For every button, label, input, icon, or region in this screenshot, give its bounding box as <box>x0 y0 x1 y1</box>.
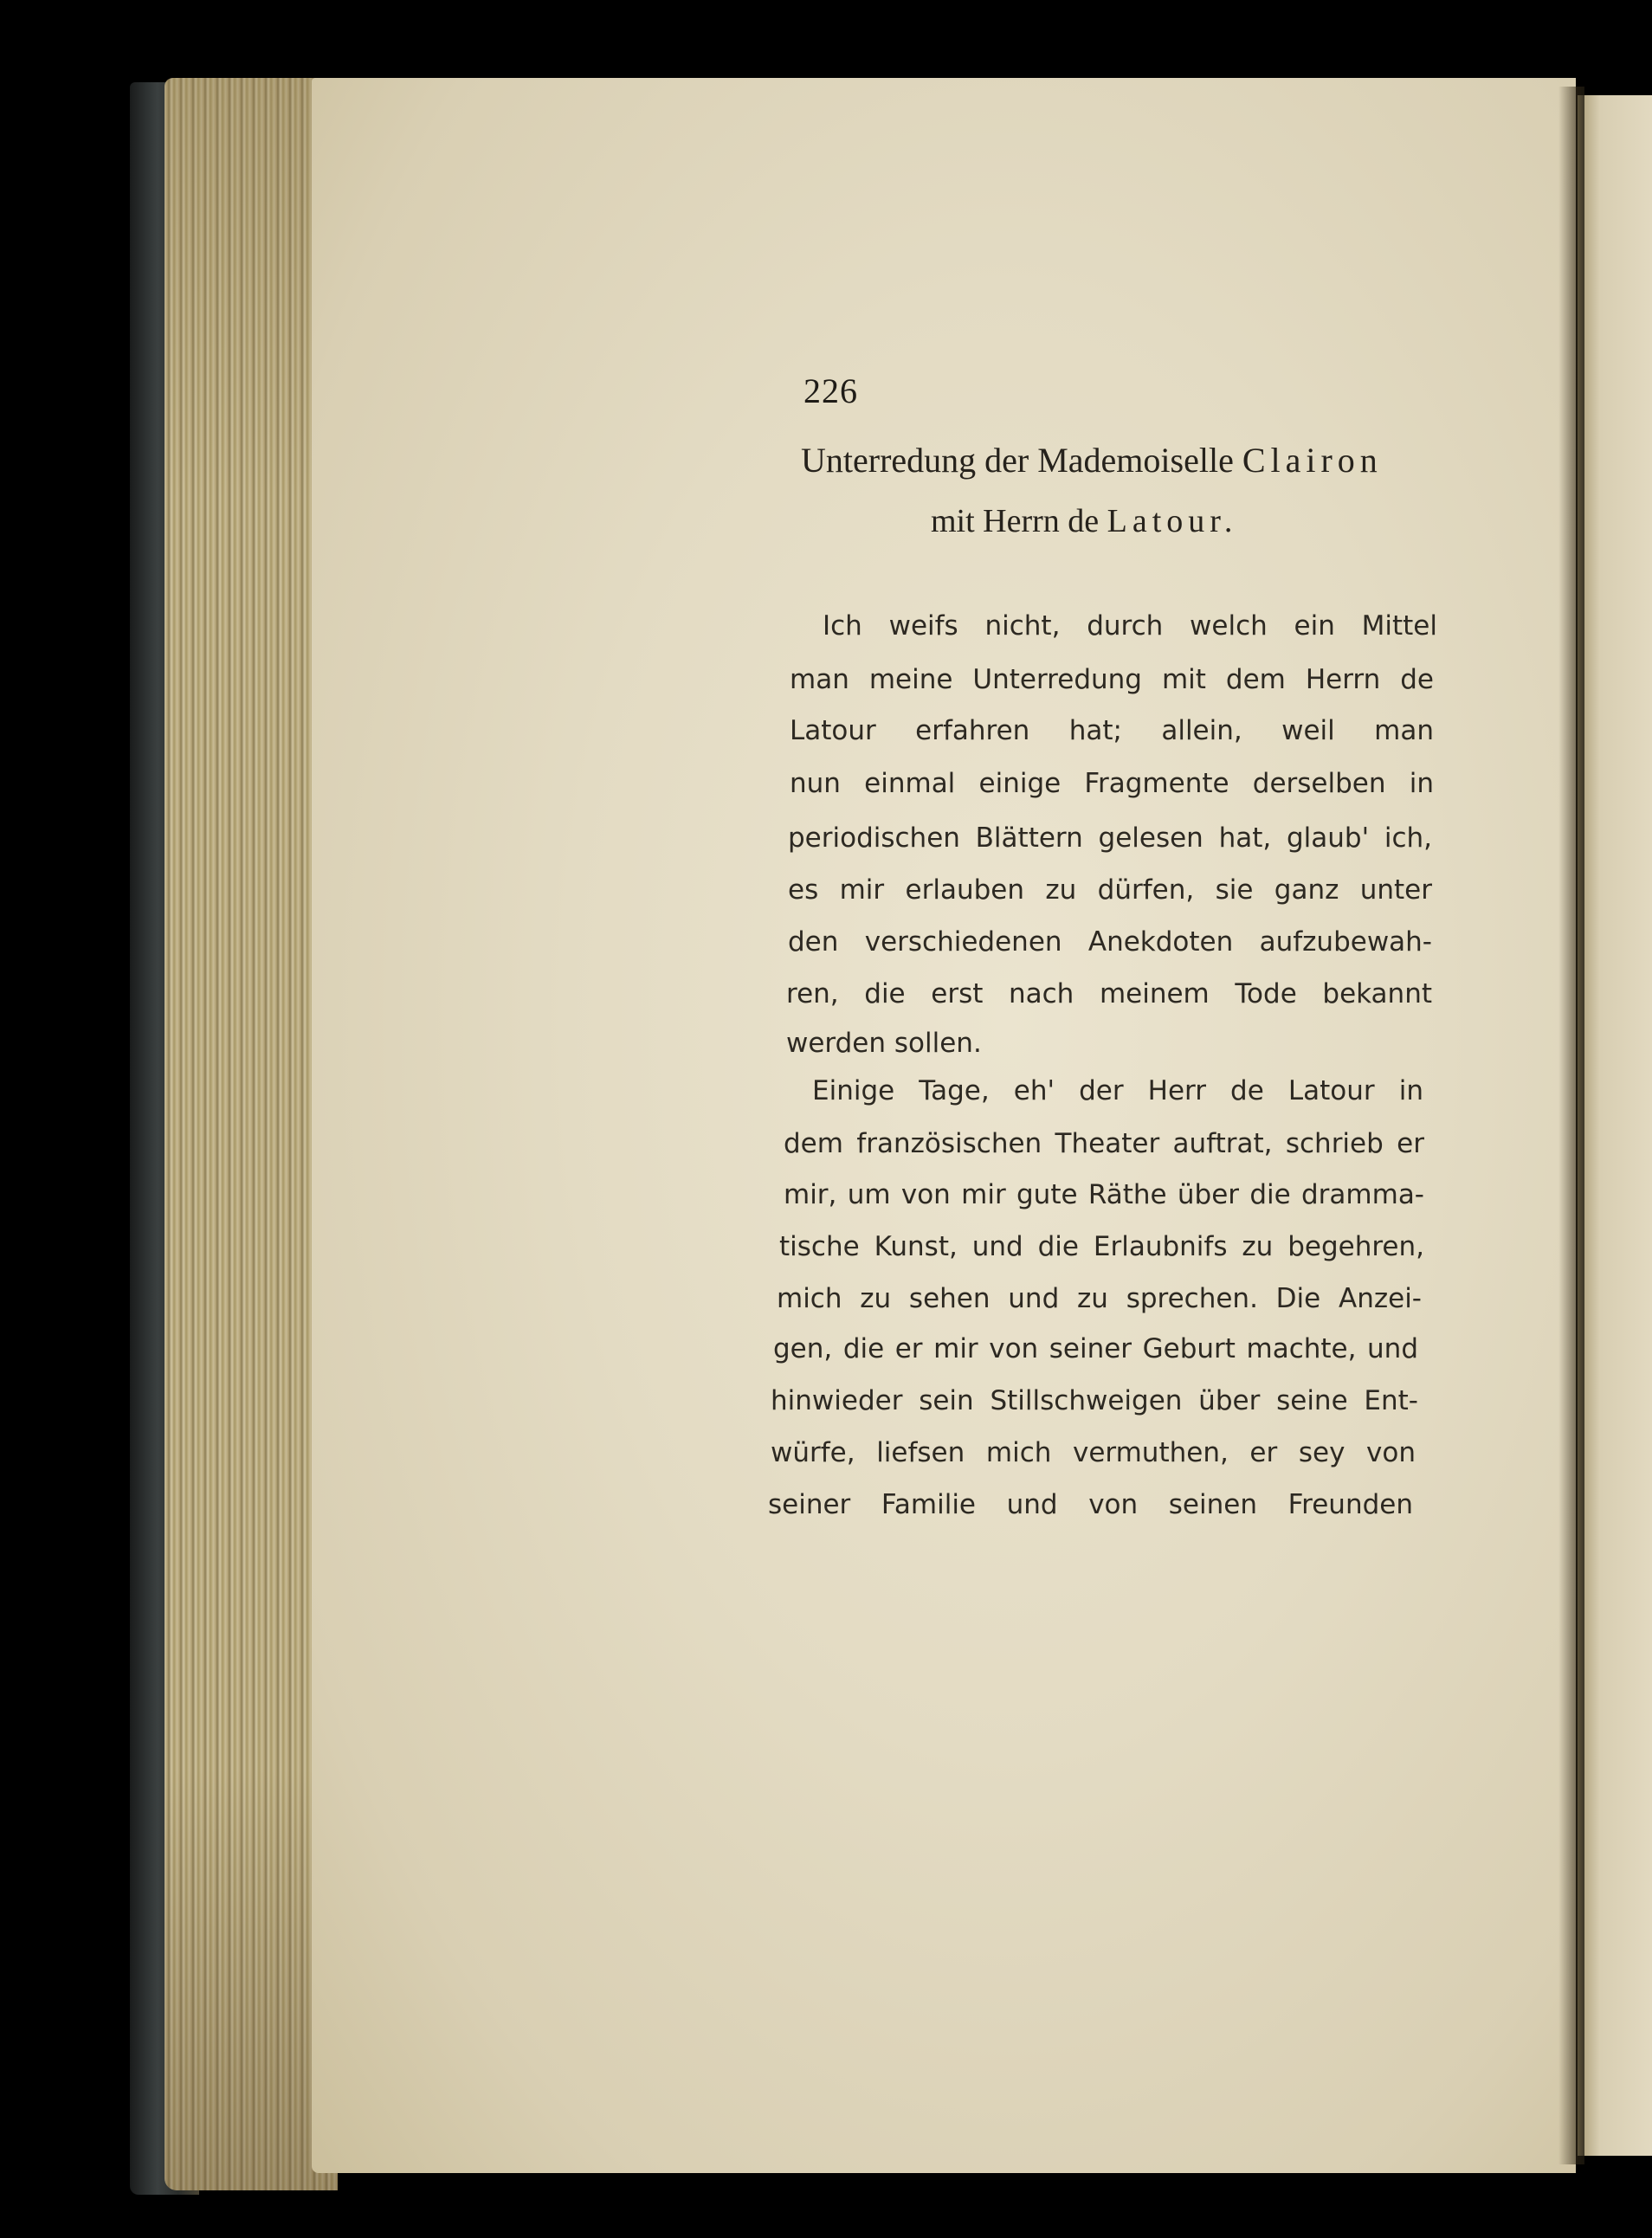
chapter-title-name: Clairon <box>1242 441 1383 480</box>
chapter-title-line-2 <box>931 502 1237 540</box>
text-line: periodischen Blättern gelesen hat, glaub' ich, <box>788 822 1432 854</box>
page-number: 226 <box>803 371 858 410</box>
text-line: dem französischen Theater auftrat, schrieb er <box>784 1128 1424 1159</box>
chapter-title-name: Latour. <box>1107 503 1238 539</box>
text-line: Ich weifs nicht, durch welch ein Mittel <box>823 610 1437 642</box>
text-line: Latour erfahren hat; allein, weil man <box>790 715 1434 746</box>
book-page <box>312 78 1576 2173</box>
page-gutter <box>1558 87 1584 2164</box>
text-line: nun einmal einige Fragmente derselben in <box>790 768 1434 799</box>
text-line: gen, die er mir von seiner Geburt machte, und <box>773 1333 1418 1364</box>
chapter-title-text: Unterredung der Mademoiselle <box>801 441 1242 480</box>
text-line: werden sollen. <box>786 1028 982 1059</box>
chapter-title-line-1 <box>801 440 1442 480</box>
text-line: es mir erlauben zu dürfen, sie ganz unter <box>788 874 1432 906</box>
text-line: seiner Familie und von seinen Freunden <box>768 1489 1413 1520</box>
text-line: ren, die erst nach meinem Tode bekannt <box>786 978 1432 1009</box>
text-line: Einige Tage, eh' der Herr de Latour in <box>812 1075 1423 1106</box>
text-line: tische Kunst, und die Erlaubnifs zu begehren, <box>779 1231 1424 1262</box>
text-line: den verschiedenen Anekdoten aufzubewah- <box>788 926 1432 958</box>
facing-page <box>1578 95 1652 2156</box>
text-line: mir, um von mir gute Räthe über die dramma- <box>784 1179 1424 1210</box>
text-line: man meine Unterredung mit dem Herrn de <box>790 664 1434 695</box>
text-line: mich zu sehen und zu sprechen. Die Anzei- <box>777 1283 1422 1314</box>
chapter-title-text: mit Herrn de <box>931 503 1107 539</box>
text-line: würfe, liefsen mich vermuthen, er sey von <box>771 1437 1416 1468</box>
text-line: hinwieder sein Stillschweigen über seine Ent- <box>771 1385 1418 1416</box>
